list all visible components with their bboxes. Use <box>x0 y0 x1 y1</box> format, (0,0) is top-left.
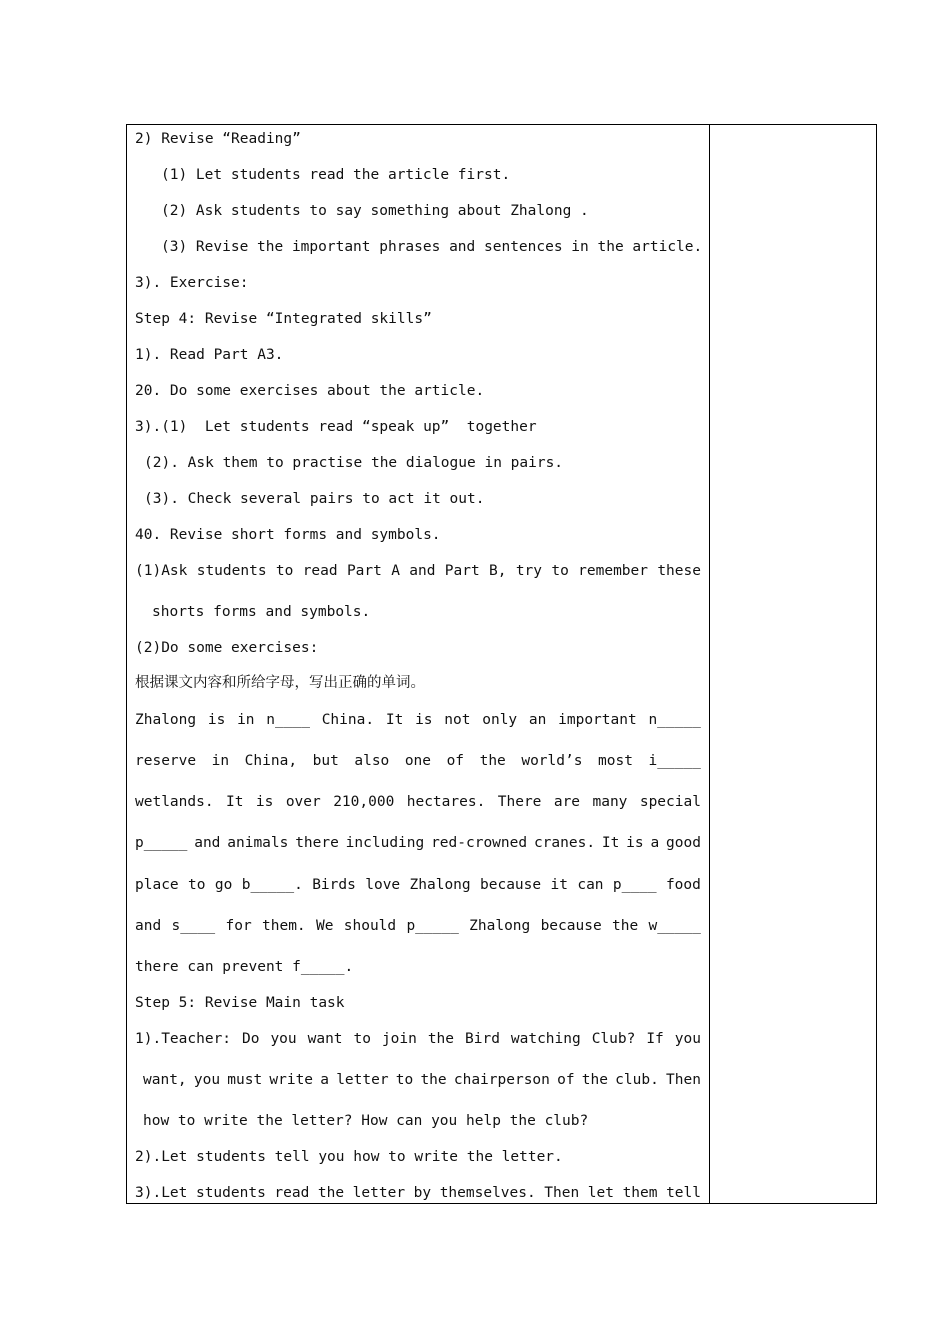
word: letter <box>352 1185 406 1201</box>
word: important <box>558 712 637 728</box>
read-parts-line <box>135 562 701 580</box>
word: because <box>540 918 602 934</box>
word: i_____ <box>648 753 701 769</box>
word: Zhalong <box>409 877 471 893</box>
word: Club? <box>591 1031 636 1047</box>
word: themselves. <box>439 1185 536 1201</box>
word: 1).Teacher: <box>135 1031 232 1047</box>
word: Part <box>444 563 480 579</box>
word: want, <box>143 1072 187 1088</box>
word: read <box>274 1185 310 1201</box>
teacher-line-1 <box>135 1030 701 1048</box>
word: them <box>622 1185 658 1201</box>
word: the <box>479 753 506 769</box>
practise-dialogue: (2). Ask them to practise the dialogue in pairs. <box>144 455 564 471</box>
word: to <box>551 563 569 579</box>
word: red-crowned <box>431 835 528 851</box>
short-forms-continued: shorts forms and symbols. <box>152 604 371 620</box>
passage-line-6 <box>135 917 701 935</box>
word: chairperson <box>453 1072 550 1088</box>
word: in <box>237 712 255 728</box>
word: It <box>226 794 244 810</box>
word: let <box>587 1185 614 1201</box>
word: the <box>317 1185 345 1201</box>
word: join <box>381 1031 417 1047</box>
word: place <box>135 877 179 893</box>
word: A <box>391 563 400 579</box>
word: p____ <box>612 877 657 893</box>
word: Zhalong <box>469 918 531 934</box>
word: you <box>270 1031 297 1047</box>
word: club. <box>615 1072 659 1088</box>
speak-up-step: 3).(1) Let students read “speak up” together <box>135 419 537 435</box>
word: is <box>255 794 274 810</box>
word: hectares. <box>406 794 486 810</box>
word: 210,000 <box>333 794 395 810</box>
word: cranes. <box>533 835 596 851</box>
word: the <box>420 1072 447 1088</box>
word: students <box>196 563 267 579</box>
revise-reading-heading: 2) Revise “Reading” <box>135 131 301 147</box>
word: can <box>577 877 604 893</box>
passage-line-5 <box>135 876 701 894</box>
word: Birds <box>312 877 356 893</box>
act-it-out: (3). Check several pairs to act it out. <box>144 491 485 507</box>
word: many <box>592 794 628 810</box>
word: Do <box>242 1031 260 1047</box>
word: (1)Ask <box>135 563 188 579</box>
word: must <box>227 1072 263 1088</box>
word: Then <box>544 1185 580 1201</box>
word: only <box>482 712 518 728</box>
word: and <box>409 563 436 579</box>
word: most <box>598 753 633 769</box>
word: letter <box>336 1072 389 1088</box>
word: Then <box>666 1072 701 1088</box>
word: write <box>269 1072 314 1088</box>
word: to <box>395 1072 414 1088</box>
word: you <box>674 1031 701 1047</box>
word: the <box>581 1072 608 1088</box>
word: world’s <box>521 753 583 769</box>
step-5-heading: Step 5: Revise Main task <box>135 995 345 1011</box>
word: for <box>225 918 252 934</box>
word: the <box>427 1031 455 1047</box>
teacher-line-3: how to write the letter? How can you help the club? <box>143 1113 589 1129</box>
word: there <box>295 835 339 851</box>
word: and <box>194 835 221 851</box>
word: n_____ <box>648 712 701 728</box>
word: animals <box>227 835 289 851</box>
word: Part <box>346 563 382 579</box>
word: want <box>307 1031 343 1047</box>
word: it <box>550 877 568 893</box>
tell-how-to-write: 2).Let students tell you how to write the letter. <box>135 1149 563 1165</box>
word: a <box>320 1072 329 1088</box>
word: Zhalong <box>135 712 197 728</box>
word: p_____ <box>406 918 459 934</box>
word: w_____ <box>648 918 701 934</box>
word: to <box>188 877 206 893</box>
column-divider <box>709 124 710 1204</box>
word: because <box>480 877 542 893</box>
word: tell <box>666 1185 701 1201</box>
passage-line-1 <box>135 711 701 729</box>
word: remember <box>578 563 648 579</box>
word: a <box>650 835 660 851</box>
chinese-instruction: 根据课文内容和所给字母，写出正确的单词。 <box>135 675 425 691</box>
word: them. <box>262 918 306 934</box>
read-letter-line <box>135 1184 701 1202</box>
read-part-a3: 1). Read Part A3. <box>135 347 284 363</box>
word: is <box>626 835 644 851</box>
step-4-heading: Step 4: Revise “Integrated skills” <box>135 311 432 327</box>
word: is <box>207 712 226 728</box>
passage-line-3 <box>135 793 701 811</box>
word: in <box>211 753 230 769</box>
word: of <box>557 1072 575 1088</box>
word: of <box>446 753 465 769</box>
word: you <box>193 1072 221 1088</box>
word: to <box>275 563 294 579</box>
word: to <box>353 1031 371 1047</box>
word: are <box>553 794 581 810</box>
passage-line-2 <box>135 752 701 770</box>
passage-line-7: there can prevent f_____. <box>135 959 354 975</box>
word: over <box>285 794 321 810</box>
word: an <box>528 712 547 728</box>
word: special <box>639 794 701 810</box>
word: should <box>343 918 397 934</box>
teacher-line-2 <box>143 1071 701 1089</box>
word: 3).Let <box>135 1185 188 1201</box>
step-say-zhalong: (2) Ask students to say something about Zhalong . <box>161 203 589 219</box>
word: food <box>665 877 701 893</box>
step-revise-phrases: (3) Revise the important phrases and sentences in the article. <box>161 239 703 255</box>
word: p_____ <box>135 835 188 851</box>
word: s____ <box>171 918 216 934</box>
word: b_____. <box>241 877 303 893</box>
word: watching <box>510 1031 581 1047</box>
word: try <box>515 563 543 579</box>
short-forms-heading: 40. Revise short forms and symbols. <box>135 527 441 543</box>
word: Bird <box>465 1031 500 1047</box>
word: not <box>444 712 471 728</box>
word: n____ <box>266 712 310 728</box>
word: If <box>646 1031 664 1047</box>
word: but <box>312 753 339 769</box>
word: by <box>413 1185 432 1201</box>
word: B, <box>489 563 507 579</box>
word: good <box>666 835 701 851</box>
word: the <box>612 918 639 934</box>
word: one <box>404 753 432 769</box>
word: read <box>302 563 338 579</box>
word: It <box>601 835 620 851</box>
passage-line-4 <box>135 834 701 852</box>
word: these <box>657 563 701 579</box>
word: is <box>415 712 433 728</box>
word: We <box>315 918 334 934</box>
do-exercises: 20. Do some exercises about the article. <box>135 383 485 399</box>
word: including <box>345 835 425 851</box>
word: also <box>354 753 390 769</box>
word: China, <box>244 753 298 769</box>
word: go <box>214 877 233 893</box>
word: China. <box>321 712 375 728</box>
word: There <box>497 794 542 810</box>
word: students <box>195 1185 266 1201</box>
word: reserve <box>135 753 197 769</box>
word: It <box>385 712 404 728</box>
word: and <box>135 918 162 934</box>
step-read-article: (1) Let students read the article first. <box>161 167 511 183</box>
word: wetlands. <box>135 794 214 810</box>
exercises-label: (2)Do some exercises: <box>135 640 319 656</box>
word: love <box>365 877 401 893</box>
exercise-heading: 3). Exercise: <box>135 275 249 291</box>
